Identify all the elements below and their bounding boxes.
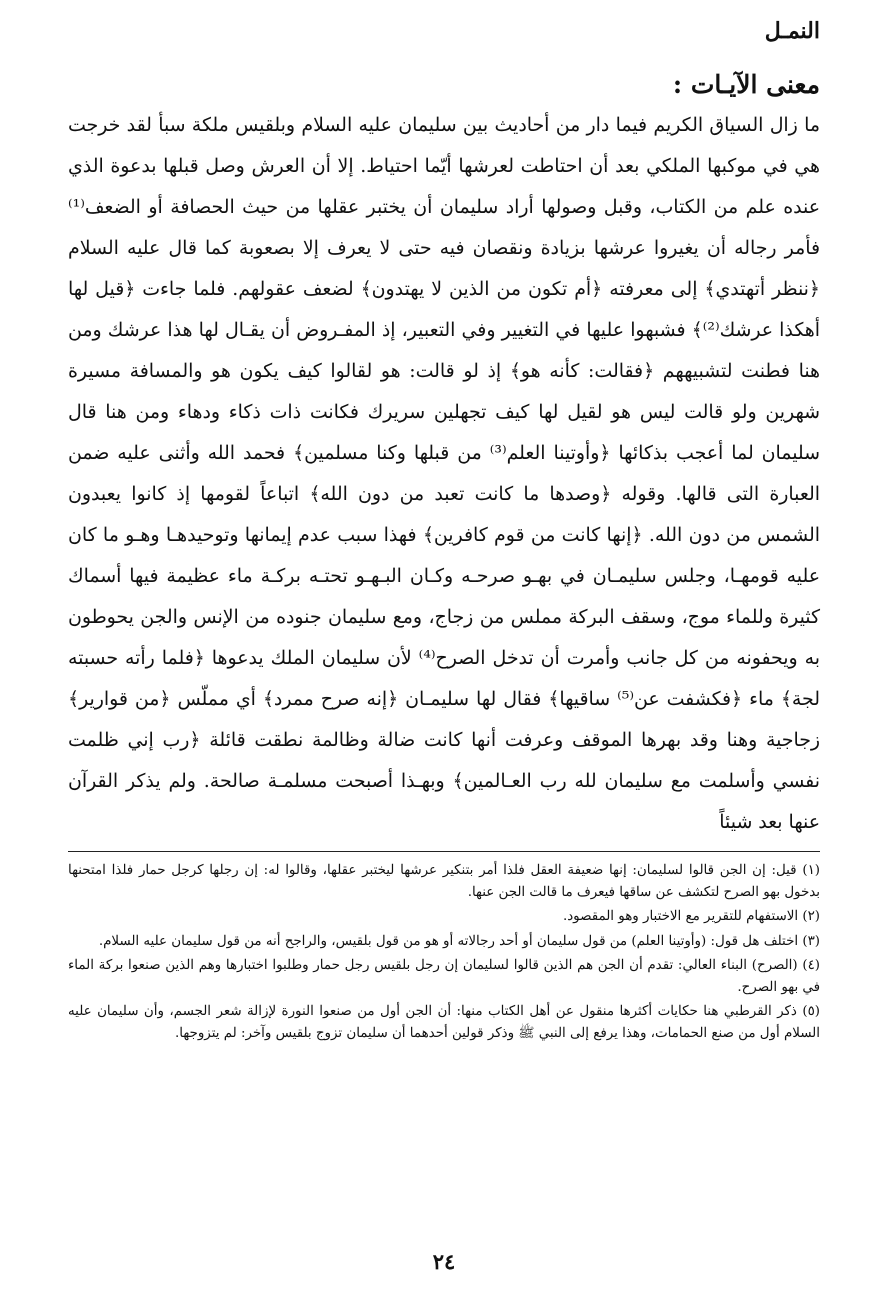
running-head: النمـل <box>764 18 820 44</box>
footnote-2: (٢) الاستفهام للتقرير مع الاختبار وهو المقصود. <box>562 909 820 924</box>
section-title: معنى الآيـات : <box>672 70 820 99</box>
footnote-5: (٥) ذكر القرطبي هنا حكايات أكثرها منقول عن أهل الكتاب منها: أن الجن أول من صنعوا النورة لإزالة شعر الجسم، وأن سليمان عليه السلام أول من صنع الحمامات، وهذا يرفع إلى النبي ﷺ وذكر قولين أحدهما أن سليمان تزوج بلقيس وآخر: لم يتزوجها. <box>68 1004 820 1041</box>
page-number: ٢٤ <box>432 1249 456 1274</box>
main-paragraph: ما زال السياق الكريم فيما دار من أحاديث بين سليمان عليه السلام وبلقيس ملكة سبأ لقد خرجت هي في موكبها الملكي بعد أن احتاطت لعرشها أيّما احتياط. إلا أن العرش وصل قبلها بدعوة الذي عنده علم من الكتاب، وقبل وصولها أراد سليمان أن يختبر عقلها من حيث الحصافة أو الضعف⁽¹⁾ فأمر رجاله أن يغيروا عرشها بزيادة ونقصان فيه حتى لا يعرف إلا بصعوبة كما قال عليه السلام ﴿ننظر أتهتدي﴾ إلى معرفته ﴿أم تكون من الذين لا يهتدون﴾ لضعف عقولهم. فلما جاءت ﴿قيل لها أهكذا عرشك⁽²⁾﴾ فشبهوا عليها في التغيير وفي التعبير، إذ المفـروض أن يقـال لها هذا عرشك ومن هنا فطنت لتشبيههم ﴿فقالت: كأنه هو﴾ إذ لو قالت: هو لقالوا كيف يكون هو والمسافة مسيرة شهرين ولو قالت ليس هو لقيل لها كيف تجهلين سريرك فكانت ذات ذكاء ودهاء ومن هنا قال سليمان لما أعجب بذكائها ﴿وأوتينا العلم⁽³⁾ من قبلها وكنا مسلمين﴾ فحمد الله وأثنى عليه ضمن العبارة التى قالها. وقوله ﴿وصدها ما كانت تعبد من دون الله﴾ اتباعاً لقومها إذ كانوا يعبدون الشمس من دون الله. ﴿إنها كانت من قوم كافرين﴾ فهذا سبب عدم إيمانها وتوحيدهـا وهـو ما كان عليه قومهـا، وجلس سليمـان في بهـو صرحـه وكـان البـهـو تحتـه بركـة ماء عظيمة فيها أسماك كثيرة وللماء موج، وسقف البركة مملس من زجاج، ومع سليمان جنوده من الإنس والجن يحوطون به ويحفونه من كل جانب وأمرت أن تدخل الصرح⁽⁴⁾ لأن سليمان الملك يدعوها ﴿فلما رأته حسبته لجة﴾ ماء ﴿فكشفت عن⁽⁵⁾ ساقيها﴾ فقال لها سليمـان ﴿إنه صرح ممرد﴾ أي مملّس ﴿من قوارير﴾ زجاجية وهنا وقد بهرها الموقف وعرفت أنها كانت ضالة وظالمة نطقت قائلة ﴿رب إني ظلمت نفسي وأسلمت مع سليمان لله رب العـالمين﴾ وبهـذا أصبحت مسلمـة صالحة. ولم يذكر القرآن عنها بعد شيئاً <box>68 114 820 833</box>
footnote-4: (٤) (الصرح) البناء العالي: تقدم أن الجن هم الذين قالوا لسليمان إن رجل بلقيس رجل حمار وطلبوا اختبارها وهم الذين صنعوا بركة الماء في بهو الصرح. <box>68 958 820 995</box>
main-text <box>68 105 820 843</box>
footnote-3: (٣) اختلف هل قول: (وأوتينا العلم) من قول سليمان أو أحد رجالاته أو هو من قول بلقيس، والراجح أنه من قول سليمان عليه السلام. <box>98 933 820 949</box>
footnote-1: (١) قيل: إن الجن قالوا لسليمان: إنها ضعيفة العقل فلذا أمر بتنكير عرشها ليختبر عقلها، وقالوا له: إن رجلها كرجل حمار فلذا امتحنها بدخول بهو الصرح لتكشف عن ساقها فيعرف ما قالت الجن عنها. <box>68 863 820 900</box>
footnotes <box>68 860 820 1044</box>
footnote-divider <box>68 851 820 852</box>
